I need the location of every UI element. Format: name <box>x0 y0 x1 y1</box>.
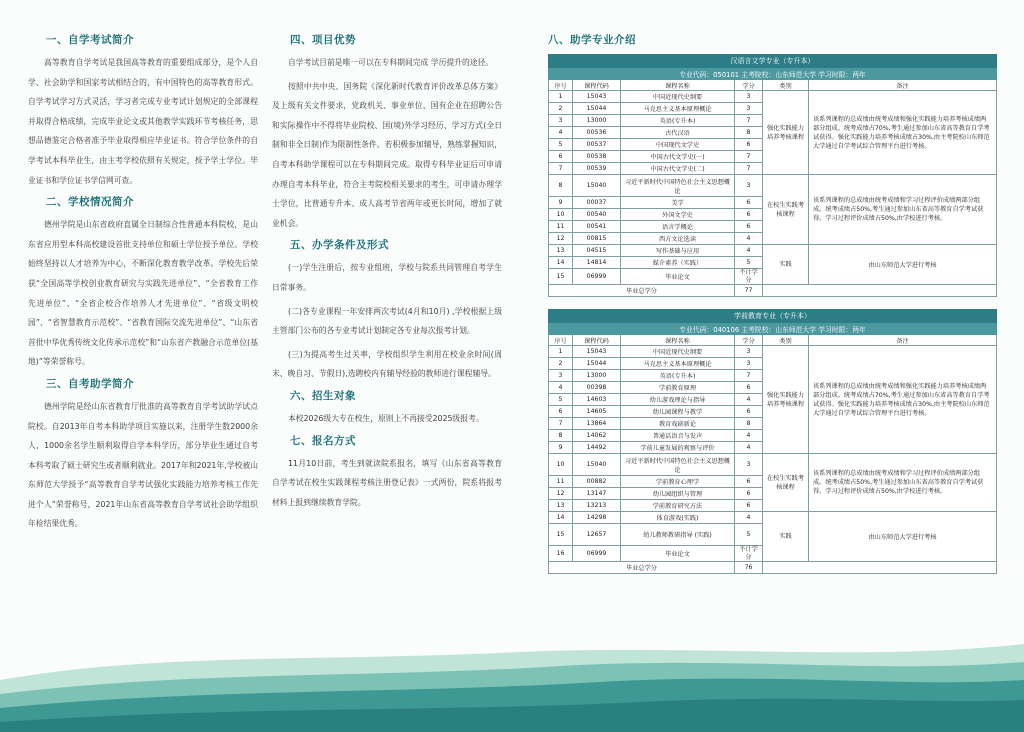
course-code: 13864 <box>573 418 621 430</box>
table-total-row <box>549 562 997 574</box>
course-name: 马克思主义基本原理概论 <box>621 103 735 115</box>
row-index: 7 <box>549 418 573 430</box>
school-paragraph: 德州学院是山东省政府直属全日制综合性普通本科院校，是山东省应用型本科高校建设首批支持单位和硕士学位授予单位。学校始终坚持以人才培养为中心，不断深化教育教学改革。学校先后荣获“全国高等学校创业教育研究与实践先进单位”、“全省教育工作先进单位”、“全省企校合作培养人才先进单位”、“省级文明校园”、“省智慧教育示范校”、“省教育国际交流先进单位”、“山东省首批中华优秀传统文化传承示范校”和“山东省产教融合示范单位(基 地)”等荣誉称号。 <box>28 220 258 367</box>
row-index: 5 <box>549 394 573 406</box>
course-code: 15044 <box>573 103 621 115</box>
row-index: 9 <box>549 442 573 454</box>
table-body <box>549 91 997 285</box>
course-credit: 6 <box>735 476 763 488</box>
table-subtitle: 专业代码：040106 主考院校：山东师范大学 学习时限：两年 <box>549 323 997 335</box>
course-name: 古代汉语 <box>621 127 735 139</box>
course-credit: 6 <box>735 139 763 151</box>
middle-column <box>272 30 502 516</box>
course-credit: 6 <box>735 406 763 418</box>
section-title-assist: 三、自考助学简介 <box>46 377 134 390</box>
row-index: 3 <box>549 370 573 382</box>
course-name: 幼儿园组织与管理 <box>621 488 735 500</box>
table-body <box>549 346 997 562</box>
row-index: 5 <box>549 139 573 151</box>
course-name: 中国近现代史纲要 <box>621 91 735 103</box>
course-credit: 6 <box>735 197 763 209</box>
course-code: 00815 <box>573 233 621 245</box>
course-credit: 3 <box>735 175 763 197</box>
row-index: 9 <box>549 197 573 209</box>
header-cell: 课程名称 <box>621 335 735 346</box>
header-cell: 学分 <box>735 80 763 91</box>
category-cell: 在校生实践考核课程 <box>763 175 809 245</box>
header-cell: 类别 <box>763 335 809 346</box>
row-index: 2 <box>549 358 573 370</box>
category-cell: 强化实践能力培养考核课程 <box>763 346 809 454</box>
course-name: 幼儿园课程与教学 <box>621 406 735 418</box>
course-credit: 不计学分 <box>735 546 763 562</box>
table-title: 汉语言文学专业（专升本） <box>549 55 997 68</box>
course-name: 幼儿教师教研指导 (实践) <box>621 524 735 546</box>
course-credit: 7 <box>735 115 763 127</box>
course-credit: 8 <box>735 127 763 139</box>
course-credit: 3 <box>735 91 763 103</box>
course-name: 中国古代文学史(二) <box>621 163 735 175</box>
header-cell: 序号 <box>549 335 573 346</box>
course-code: 15043 <box>573 91 621 103</box>
course-name: 外国文学史 <box>621 209 735 221</box>
course-credit: 6 <box>735 500 763 512</box>
row-index: 1 <box>549 346 573 358</box>
row-index: 8 <box>549 430 573 442</box>
total-label: 毕业总学分 <box>549 285 735 297</box>
header-cell: 备注 <box>809 80 997 91</box>
course-credit: 3 <box>735 358 763 370</box>
table-row <box>549 175 997 197</box>
row-index: 12 <box>549 233 573 245</box>
course-name: 西方文论选读 <box>621 233 735 245</box>
course-code: 00037 <box>573 197 621 209</box>
row-index: 3 <box>549 115 573 127</box>
row-index: 6 <box>549 406 573 418</box>
row-index: 6 <box>549 151 573 163</box>
course-name: 毕业论文 <box>621 269 735 285</box>
category-cell: 强化实践能力培养考核课程 <box>763 91 809 175</box>
course-code: 00539 <box>573 163 621 175</box>
header-cell: 备注 <box>809 335 997 346</box>
row-index: 14 <box>549 257 573 269</box>
row-index: 4 <box>549 382 573 394</box>
course-code: 06999 <box>573 546 621 562</box>
course-code: 00540 <box>573 209 621 221</box>
course-credit: 4 <box>735 394 763 406</box>
table-header-row <box>549 335 997 346</box>
course-credit: 8 <box>735 418 763 430</box>
course-code: 14605 <box>573 406 621 418</box>
row-index: 7 <box>549 163 573 175</box>
table-row <box>549 91 997 103</box>
course-code: 00398 <box>573 382 621 394</box>
course-code: 00537 <box>573 139 621 151</box>
course-credit: 5 <box>735 257 763 269</box>
course-name: 教育戏剧新论 <box>621 418 735 430</box>
row-index: 10 <box>549 454 573 476</box>
total-value: 77 <box>735 285 763 297</box>
course-name: 中国近现代史纲要 <box>621 346 735 358</box>
course-name: 美学 <box>621 197 735 209</box>
course-name: 幼儿游戏理论与指导 <box>621 394 735 406</box>
course-name: 普通话语音与发声 <box>621 430 735 442</box>
course-credit: 6 <box>735 488 763 500</box>
course-credit: 不计学分 <box>735 269 763 285</box>
course-name: 习近平新时代中国特色社会主义思想概论 <box>621 175 735 197</box>
course-name: 习近平新时代中国特色社会主义思想概论 <box>621 454 735 476</box>
section-title-school: 二、学校情况简介 <box>46 196 134 209</box>
conditions-paragraph-1: (一)学生注册后，按专业组班，学校与院系共同管理自考学生日常事务。 <box>272 263 502 292</box>
target-paragraph: 本校2026级大专在校生，原则上不再接受2025级报考。 <box>288 413 484 423</box>
section-title-advantage: 四、项目优势 <box>290 34 356 46</box>
total-label: 毕业总学分 <box>549 562 735 574</box>
course-credit: 4 <box>735 442 763 454</box>
row-index: 12 <box>549 488 573 500</box>
course-name: 媒介素养（实践） <box>621 257 735 269</box>
course-name: 马克思主义基本原理概论 <box>621 358 735 370</box>
course-code: 15040 <box>573 454 621 476</box>
header-cell: 序号 <box>549 80 573 91</box>
table-row <box>549 245 997 257</box>
course-credit: 4 <box>735 430 763 442</box>
table-total-row <box>549 285 997 297</box>
course-credit: 3 <box>735 454 763 476</box>
table-row <box>549 346 997 358</box>
row-index: 4 <box>549 127 573 139</box>
course-name: 写作基础与应用 <box>621 245 735 257</box>
course-credit: 4 <box>735 233 763 245</box>
course-code: 13000 <box>573 370 621 382</box>
left-column <box>28 30 258 538</box>
course-code: 14492 <box>573 442 621 454</box>
course-credit: 3 <box>735 346 763 358</box>
category-cell: 实践 <box>763 512 809 562</box>
row-index: 11 <box>549 476 573 488</box>
course-name: 英语(专升本) <box>621 370 735 382</box>
table-row <box>549 454 997 476</box>
course-credit: 5 <box>735 524 763 546</box>
note-cell: 该系列课程的总成绩由统考成绩和学习过程评价成绩两部分组成。统考成绩占50%,考生通过参加山东省高等教育自学考试获得。学习过程评价成绩占50%,由学校进行考核。 <box>809 454 997 512</box>
table-row <box>549 512 997 524</box>
note-cell: 该系列课程的总成绩由统考成绩和学习过程评价成绩两部分组成。统考成绩占50%,考生通过参加山东省高等教育自学考试获得。学习过程评价成绩占50%,由学校进行考核。 <box>809 175 997 245</box>
course-credit: 7 <box>735 163 763 175</box>
major-table-chinese <box>548 54 997 297</box>
table-title: 学前教育专业（专升本） <box>549 310 997 323</box>
course-name: 学前儿童发展的观察与评价 <box>621 442 735 454</box>
row-index: 1 <box>549 91 573 103</box>
course-credit: 6 <box>735 382 763 394</box>
course-name: 中国现代文学史 <box>621 139 735 151</box>
course-code: 00536 <box>573 127 621 139</box>
row-index: 15 <box>549 269 573 285</box>
row-index: 2 <box>549 103 573 115</box>
decorative-wave <box>0 622 1024 732</box>
note-cell: 该系列课程的总成绩由统考成绩和强化实践能力培养考核成绩两部分组成。统考成绩占70%,考生通过参加山东省高等教育自学考试获得。强化实践能力培养考核成绩占30%,由主考院校山东师范大学通过自学考试综合管理平台进行考核。 <box>809 346 997 454</box>
course-name: 英语(专升本) <box>621 115 735 127</box>
course-code: 00541 <box>573 221 621 233</box>
course-code: 13147 <box>573 488 621 500</box>
row-index: 15 <box>549 524 573 546</box>
course-code: 15044 <box>573 358 621 370</box>
course-credit: 7 <box>735 370 763 382</box>
course-code: 12657 <box>573 524 621 546</box>
row-index: 10 <box>549 209 573 221</box>
right-column <box>548 30 996 574</box>
course-name: 学前教育原理 <box>621 382 735 394</box>
course-code: 15043 <box>573 346 621 358</box>
course-code: 13213 <box>573 500 621 512</box>
course-credit: 3 <box>735 103 763 115</box>
course-name: 学前教育研究方法 <box>621 500 735 512</box>
section-title-majors: 八、助学专业介绍 <box>548 34 636 46</box>
row-index: 16 <box>549 546 573 562</box>
advantage-paragraph-1: 自学考试目前是唯一可以在专科期间完成 学历提升的途径。 <box>288 58 494 67</box>
course-credit: 6 <box>735 221 763 233</box>
advantage-paragraph-2: 按照中共中央、国务院《深化新时代教育评价改革总体方案》及上级有关文件要求，党政机关、事业单位、国有企业在招聘公告和实际操作中不得将毕业院校、国(境)外学习经历、学习方式(全日制和非全日制)作为限制性条件。若积极参加辅导，熟练掌握知识，自考本科助学课程可以在专科期间完成。取得专科毕业证后可申请办理自考本科毕业，符合主考院校相关要求的考生，可申请办理学士学位，比普通专升本、成人高考节省两年或更长时间，增加了就业机会。 <box>272 81 502 228</box>
header-cell: 课程代码 <box>573 335 621 346</box>
course-code: 00538 <box>573 151 621 163</box>
header-cell: 课程代码 <box>573 80 621 91</box>
course-code: 14062 <box>573 430 621 442</box>
section-title-conditions: 五、办学条件及形式 <box>290 239 389 252</box>
intro-paragraph: 高等教育自学考试是我国高等教育的重要组成部分，是个人自学、社会助学和国家考试相结合的，有中国特色的高等教育形式。自学考试学习方式灵活，学习者完成专业考试计划规定的全部课程并取得合格成绩，完成毕业论文或其他教学实践环节考核任务，思想品德鉴定合格者准予毕业取得相应毕业证书。符合学位条件的自学考试本科毕业生，由主考学校依照有关规定，授予学士学位。毕业证书和学位证书学信网可查。 <box>28 58 258 185</box>
table-subtitle: 专业代码：050101 主考院校：山东师范大学 学习时限：两年 <box>549 68 997 80</box>
section-title-signup: 七、报名方式 <box>290 434 356 447</box>
header-cell: 学分 <box>735 335 763 346</box>
section-title-intro: 一、自学考试简介 <box>46 34 134 46</box>
signup-paragraph: 11月10日前，考生到就读院系报名，填写《山东省高等教育自学考试在校生实践课程考核注册登记表》一式两份，院系将报考材料上报到继续教育学院。 <box>272 458 502 507</box>
course-code: 04515 <box>573 245 621 257</box>
note-cell: 该系列课程的总成绩由统考成绩和强化实践能力培养考核成绩两部分组成。统考成绩占70%,考生通过参加山东省高等教育自学考试获得。强化实践能力培养考核成绩占30%,由主考院校山东师范大学通过自学考试综合管理平台进行考核。 <box>809 91 997 175</box>
course-code: 13000 <box>573 115 621 127</box>
header-cell: 课程名称 <box>621 80 735 91</box>
major-table-preschool <box>548 309 997 574</box>
course-code: 14603 <box>573 394 621 406</box>
course-credit: 7 <box>735 151 763 163</box>
course-code: 00882 <box>573 476 621 488</box>
course-name: 学前教育心理学 <box>621 476 735 488</box>
course-code: 15040 <box>573 175 621 197</box>
conditions-paragraph-2: (二)各专业课程一年安排两次考试(4月和10月) ,学校根据上级主管部门公布的各专业考试计划制定各专业每次报考计划。 <box>272 306 502 336</box>
table-header-row <box>549 80 997 91</box>
course-name: 中国古代文学史(一) <box>621 151 735 163</box>
course-credit: 4 <box>735 245 763 257</box>
course-code: 14298 <box>573 512 621 524</box>
total-value: 76 <box>735 562 763 574</box>
category-cell: 在校生实践考核课程 <box>763 454 809 512</box>
course-code: 06999 <box>573 269 621 285</box>
row-index: 13 <box>549 245 573 257</box>
header-cell: 类别 <box>763 80 809 91</box>
course-name: 毕业论文 <box>621 546 735 562</box>
course-name: 语言学概论 <box>621 221 735 233</box>
row-index: 11 <box>549 221 573 233</box>
section-title-target: 六、招生对象 <box>290 389 356 402</box>
row-index: 8 <box>549 175 573 197</box>
note-cell: 由山东师范大学进行考核 <box>809 512 997 562</box>
note-cell: 由山东师范大学进行考核 <box>809 245 997 285</box>
assist-paragraph: 德州学院是经山东省教育厅批准的高等教育自学考试助学试点院校。自2013年自考本科助学项目实施以来，注册学生数2000余人，1000余名学生顺利取得自学本科学历，部分毕业生通过自考本科考取了硕士研究生或者顺利就业。2017年和2021年,学校被山东师范大学授予“高等教育自学考试强化实践能力培养考核工作先进个人”荣誉称号，2021年山东省高等教育自学考试社会助学组织年检结果优秀。 <box>28 401 258 529</box>
category-cell: 实践 <box>763 245 809 285</box>
course-code: 14814 <box>573 257 621 269</box>
row-index: 14 <box>549 512 573 524</box>
course-credit: 6 <box>735 209 763 221</box>
course-name: 体育游戏(实践) <box>621 512 735 524</box>
course-credit: 4 <box>735 512 763 524</box>
row-index: 13 <box>549 500 573 512</box>
conditions-paragraph-3: (三)为提高考生过关率，学校组织学生利用在校业余时间(周末、晚自习、节假日),选聘校内有辅导经验的教师进行课程辅导。 <box>272 349 502 379</box>
